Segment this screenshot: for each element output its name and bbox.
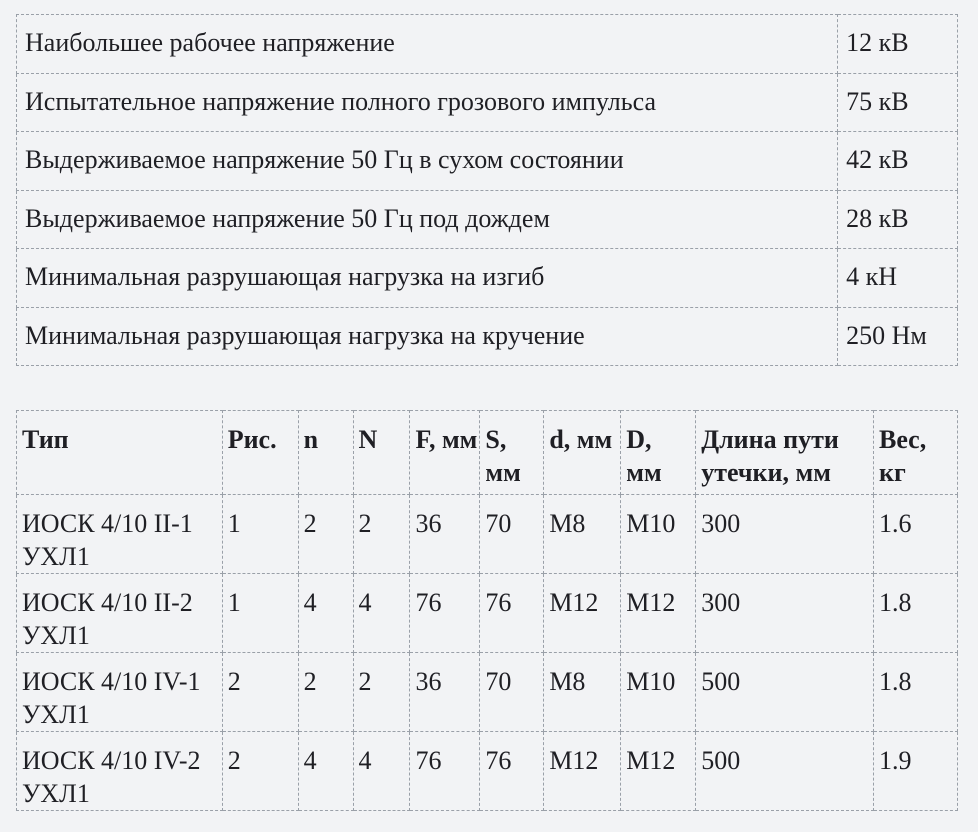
column-header-d-small: d, мм — [544, 411, 621, 495]
spec-row — [17, 15, 958, 74]
cell-d-small: M8 — [544, 653, 621, 732]
cell-n-large: 4 — [353, 732, 410, 811]
cell-creepage-distance: 500 — [696, 653, 874, 732]
cell-figure: 1 — [222, 574, 298, 653]
spec-value: 75 кВ — [838, 73, 958, 132]
column-header-type: Тип — [17, 411, 223, 495]
column-header-n-large: N — [353, 411, 410, 495]
cell-d-small: M12 — [544, 732, 621, 811]
cell-f: 76 — [410, 574, 480, 653]
spec-parameter: Наибольшее рабочее напряжение — [17, 15, 838, 74]
table-row — [17, 653, 958, 732]
cell-d-large: M12 — [621, 732, 696, 811]
cell-type: ИОСК 4/10 II-2 УХЛ1 — [17, 574, 223, 653]
cell-type: ИОСК 4/10 II-1 УХЛ1 — [17, 495, 223, 574]
column-header-weight: Вес, кг — [873, 411, 957, 495]
cell-creepage-distance: 300 — [696, 574, 874, 653]
cell-n-large: 2 — [353, 495, 410, 574]
table-row — [17, 495, 958, 574]
cell-n-small: 4 — [298, 574, 353, 653]
cell-s: 70 — [480, 495, 544, 574]
specifications-table — [16, 14, 958, 366]
column-header-s: S, мм — [480, 411, 544, 495]
cell-d-small: M12 — [544, 574, 621, 653]
spec-value: 42 кВ — [838, 132, 958, 191]
spec-value: 28 кВ — [838, 190, 958, 249]
insulator-types-table — [16, 410, 958, 811]
column-header-f: F, мм — [410, 411, 480, 495]
spec-row — [17, 307, 958, 366]
spec-row — [17, 132, 958, 191]
table-row — [17, 574, 958, 653]
column-header-d-large: D, мм — [621, 411, 696, 495]
cell-d-large: M10 — [621, 653, 696, 732]
cell-weight: 1.8 — [873, 574, 957, 653]
cell-n-small: 2 — [298, 495, 353, 574]
cell-s: 70 — [480, 653, 544, 732]
cell-s: 76 — [480, 574, 544, 653]
cell-figure: 2 — [222, 732, 298, 811]
spec-parameter: Выдерживаемое напряжение 50 Гц под дождем — [17, 190, 838, 249]
cell-n-small: 4 — [298, 732, 353, 811]
spec-value: 4 кН — [838, 249, 958, 308]
spec-row — [17, 73, 958, 132]
cell-weight: 1.6 — [873, 495, 957, 574]
cell-creepage-distance: 300 — [696, 495, 874, 574]
spec-parameter: Выдерживаемое напряжение 50 Гц в сухом состоянии — [17, 132, 838, 191]
column-header-creepage-distance: Длина пути утечки, мм — [696, 411, 874, 495]
cell-d-small: M8 — [544, 495, 621, 574]
column-header-n-small: n — [298, 411, 353, 495]
cell-type: ИОСК 4/10 IV-1 УХЛ1 — [17, 653, 223, 732]
spec-row — [17, 249, 958, 308]
cell-f: 36 — [410, 653, 480, 732]
spec-parameter: Испытательное напряжение полного грозового импульса — [17, 73, 838, 132]
cell-figure: 1 — [222, 495, 298, 574]
cell-d-large: M12 — [621, 574, 696, 653]
cell-weight: 1.9 — [873, 732, 957, 811]
cell-f: 76 — [410, 732, 480, 811]
column-header-figure: Рис. — [222, 411, 298, 495]
header-row — [17, 411, 958, 495]
spec-row — [17, 190, 958, 249]
table-row — [17, 732, 958, 811]
cell-weight: 1.8 — [873, 653, 957, 732]
cell-n-large: 2 — [353, 653, 410, 732]
cell-type: ИОСК 4/10 IV-2 УХЛ1 — [17, 732, 223, 811]
cell-creepage-distance: 500 — [696, 732, 874, 811]
spec-parameter: Минимальная разрушающая нагрузка на кручение — [17, 307, 838, 366]
cell-s: 76 — [480, 732, 544, 811]
spec-parameter: Минимальная разрушающая нагрузка на изгиб — [17, 249, 838, 308]
cell-n-large: 4 — [353, 574, 410, 653]
cell-figure: 2 — [222, 653, 298, 732]
spec-value: 12 кВ — [838, 15, 958, 74]
cell-d-large: M10 — [621, 495, 696, 574]
cell-n-small: 2 — [298, 653, 353, 732]
spec-value: 250 Нм — [838, 307, 958, 366]
cell-f: 36 — [410, 495, 480, 574]
